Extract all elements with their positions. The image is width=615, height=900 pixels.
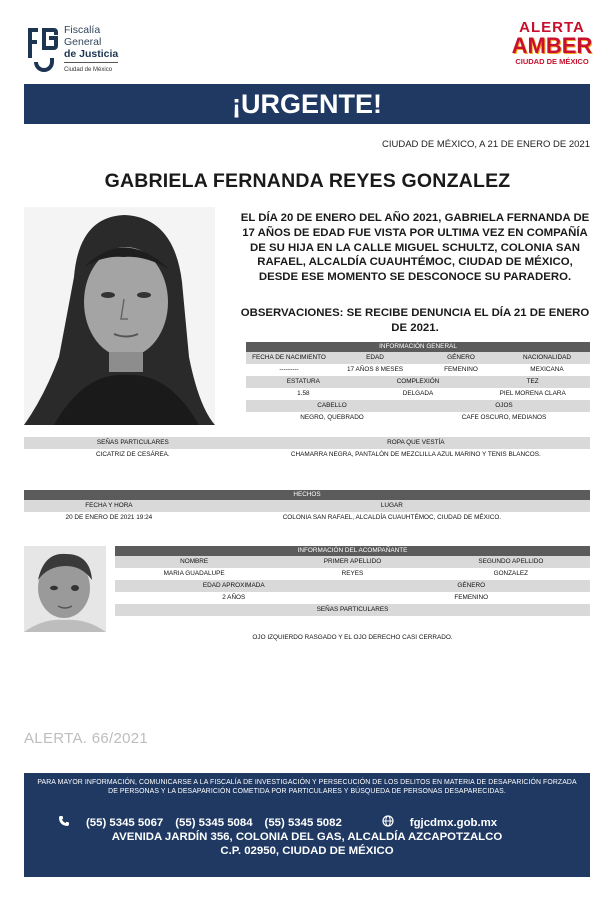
alerta-amber-logo xyxy=(506,20,598,78)
header-gender: GÉNERO xyxy=(447,354,475,361)
value-distinguishing-marks: CICATRIZ DE CESÁREA. xyxy=(95,451,170,458)
fgj-emblem-icon xyxy=(24,24,60,74)
child-portrait-illustration xyxy=(24,546,106,632)
portrait-illustration xyxy=(24,207,215,425)
value-age: 17 AÑOS 8 MESES xyxy=(346,366,404,373)
globe-icon xyxy=(382,815,394,830)
header-distinguishing-marks: SEÑAS PARTICULARES xyxy=(96,439,169,446)
footer-address-1: AVENIDA JARDÍN 356, COLONIA DEL GAS, ALCALDÍA AZCAPOTZALCO xyxy=(111,831,503,843)
footer-info: PARA MAYOR INFORMACIÓN, COMUNICARSE A LA FISCALÍA DE INVESTIGACIÓN Y PERSECUCIÓN DE LOS DELITOS EN MATERIA DE DESAPARICIÓN FORZADA DE PERSONAS Y LA DESAPARICIÓN COMETIDA POR PARTICULARES Y BÚSQUEDA DE PERSONAS DESAPARECIDAS. xyxy=(37,779,577,795)
phone-icon xyxy=(58,815,70,830)
urgent-banner: ¡URGENTE! xyxy=(24,84,590,124)
header-eyes: OJOS xyxy=(495,402,513,409)
value-nationality: MEXICANA xyxy=(530,366,564,373)
phone-number-3[interactable]: (55) 5345 5082 xyxy=(264,816,342,829)
facts-values xyxy=(24,512,590,524)
facts-table xyxy=(24,490,590,524)
value-skin: PIEL MORENA CLARA xyxy=(499,390,566,397)
header-approx-age: EDAD APROXIMADA xyxy=(202,582,265,589)
header-build: COMPLEXIÓN xyxy=(396,378,440,385)
general-row2-values xyxy=(246,388,590,400)
companion-row2-values xyxy=(115,592,590,604)
general-row2-headers xyxy=(246,376,590,388)
value-approx-age: 2 AÑOS xyxy=(222,594,246,601)
companion-title: INFORMACIÓN DEL ACOMPAÑANTE xyxy=(115,546,590,556)
companion-marks-header xyxy=(115,604,590,616)
header-companion-gender: GÉNERO xyxy=(457,582,486,589)
general-row3-headers xyxy=(246,400,590,412)
fgj-line-2: General xyxy=(64,36,102,48)
amber-line-1: ALERTA xyxy=(519,19,585,36)
amber-line-3: CIUDAD DE MÉXICO xyxy=(515,57,589,66)
missing-person-photo xyxy=(24,207,215,425)
value-height: 1.58 xyxy=(297,390,310,397)
fgj-line-1: Fiscalía xyxy=(64,24,101,36)
companion-photo xyxy=(24,546,106,632)
value-eyes: CAFE OSCURO, MEDIANOS xyxy=(461,414,547,421)
value-first-surname: REYES xyxy=(341,570,364,577)
general-row3-values xyxy=(246,412,590,424)
header-datetime: FECHA Y HORA xyxy=(85,502,133,509)
value-second-surname: GONZALEZ xyxy=(493,570,529,577)
phone-number-1[interactable]: (55) 5345 5067 xyxy=(86,816,164,829)
website-link[interactable]: fgjcdmx.gob.mx xyxy=(409,816,498,829)
general-info-title: INFORMACIÓN GENERAL xyxy=(246,342,590,352)
header-birthdate: FECHA DE NACIMIENTO xyxy=(252,354,326,361)
general-row1-values xyxy=(246,364,590,376)
value-place: COLONIA SAN RAFAEL, ALCALDÍA CUAUHTÉMOC, CIUDAD DE MÉXICO. xyxy=(282,514,502,521)
issue-date: CIUDAD DE MÉXICO, A 21 DE ENERO DE 2021 xyxy=(381,139,590,150)
header-place: LUGAR xyxy=(380,502,403,509)
phone-number-2[interactable]: (55) 5345 5084 xyxy=(175,816,253,829)
companion-row1-headers xyxy=(115,556,590,568)
header-skin: TEZ xyxy=(526,378,539,385)
value-birthdate: --------- xyxy=(279,366,299,373)
fgj-line-3: de Justicia xyxy=(64,48,119,60)
fgj-wordmark xyxy=(64,24,118,76)
companion-row2-headers xyxy=(115,580,590,592)
facts-headers xyxy=(24,500,590,512)
header-hair: CABELLO xyxy=(317,402,347,409)
header-companion-marks: SEÑAS PARTICULARES xyxy=(316,606,389,613)
footer-address-2: C.P. 02950, CIUDAD DE MÉXICO xyxy=(220,845,394,857)
value-build: DELGADA xyxy=(402,390,434,397)
general-info-table xyxy=(246,342,590,424)
header-first-name: NOMBRE xyxy=(180,558,209,565)
value-datetime: 20 DE ENERO DE 2021 19:24 xyxy=(65,514,153,521)
marks-clothing-values xyxy=(24,449,590,461)
header-first-surname: PRIMER APELLIDO xyxy=(323,558,382,565)
general-row1-headers xyxy=(246,352,590,364)
fgj-line-4: Ciudad de México xyxy=(64,62,118,76)
header-nationality: NACIONALIDAD xyxy=(523,354,571,361)
alert-number: ALERTA. 66/2021 xyxy=(24,730,149,747)
companion-table xyxy=(115,546,590,616)
fgj-logo xyxy=(24,22,124,78)
header-height: ESTATURA xyxy=(286,378,320,385)
marks-clothing-headers xyxy=(24,437,590,449)
amber-line-2: AMBER xyxy=(511,33,593,58)
value-clothing: CHAMARRA NEGRA, PANTALÓN DE MEZCLILLA AZUL MARINO Y TENIS BLANCOS. xyxy=(290,451,541,458)
facts-title: HECHOS xyxy=(24,490,590,500)
incident-description: EL DÍA 20 DE ENERO DEL AÑO 2021, GABRIELA FERNANDA DE 17 AÑOS DE EDAD FUE VISTA POR ULTIMA VEZ EN COMPAÑÍA DE SU HIJA EN LA CALLE MIGUEL SCHULTZ, COLONIA SAN RAFAEL, ALCALDÍA CUAUHTÉMOC, CIUDAD DE MÉXICO, DESDE ESE MOMENTO SE DESCONOCE SU PARADERO. xyxy=(240,212,590,284)
value-hair: NEGRO, QUEBRADO xyxy=(300,414,364,421)
contact-footer xyxy=(24,773,590,877)
header-second-surname: SEGUNDO APELLIDO xyxy=(478,558,544,565)
observations: OBSERVACIONES: SE RECIBE DENUNCIA EL DÍA 21 DE ENERO DE 2021. xyxy=(240,307,590,334)
footer-phones xyxy=(58,815,497,830)
value-companion-gender: FEMENINO xyxy=(454,594,489,601)
header-clothing: ROPA QUE VESTÍA xyxy=(387,439,445,446)
person-name: GABRIELA FERNANDA REYES GONZALEZ xyxy=(104,170,511,192)
marks-clothing-table xyxy=(24,437,590,461)
companion-row1-values xyxy=(115,568,590,580)
companion-marks-value: OJO IZQUIERDO RASGADO Y EL OJO DERECHO CASI CERRADO. xyxy=(252,634,453,641)
header-age: EDAD xyxy=(366,354,384,361)
value-gender: FEMENINO xyxy=(444,366,478,373)
value-first-name: MARIA GUADALUPE xyxy=(163,570,225,577)
